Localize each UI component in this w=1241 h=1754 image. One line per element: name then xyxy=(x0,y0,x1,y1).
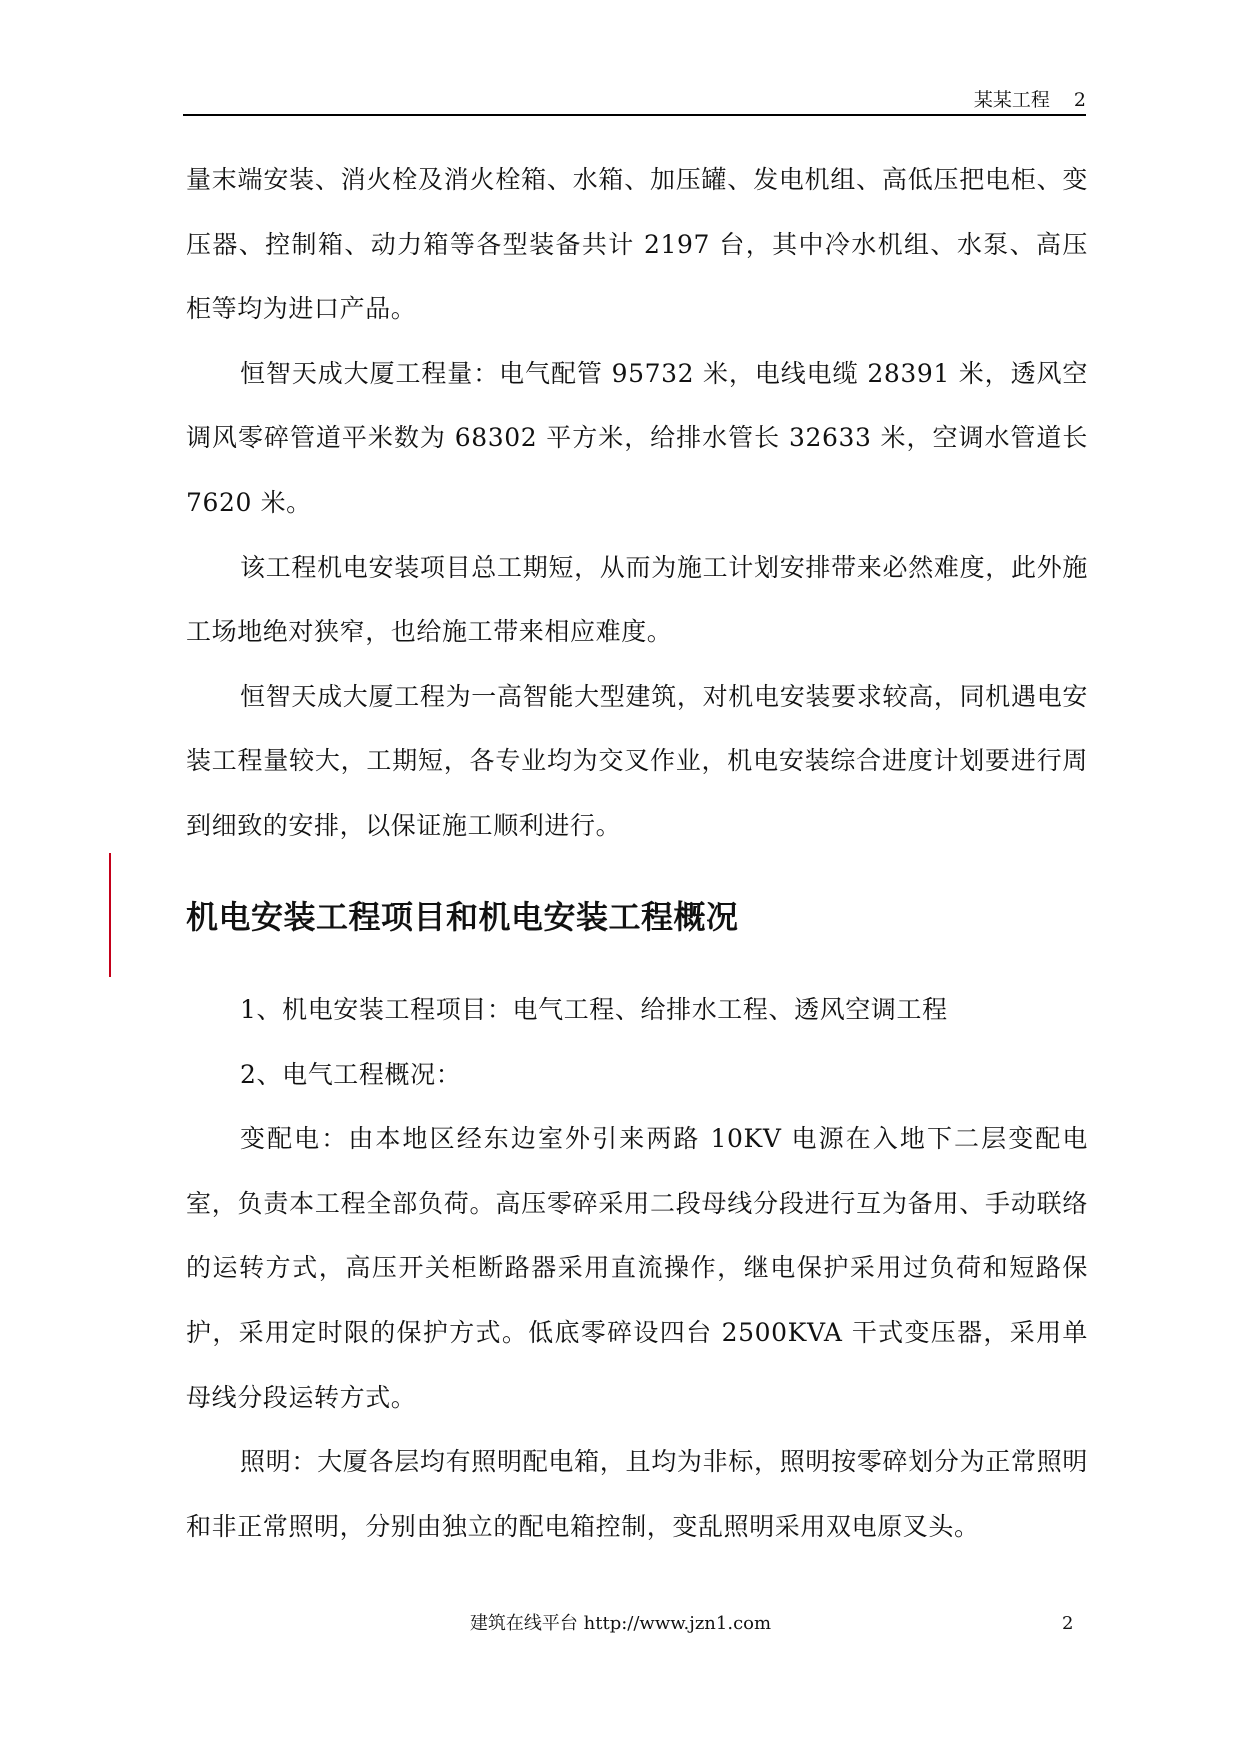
paragraph-quantities: 恒智天成大厦工程量：电气配管 95732 米，电线电缆 28391 米，透风空调风零碎管道平米数为 68302 平方米，给排水管长 32633 米，空调水管道长 7620 米。 xyxy=(186,358,1088,517)
footer-page-number: 2 xyxy=(1062,1613,1074,1634)
header-rule xyxy=(183,114,1086,116)
paragraph-requirements: 恒智天成大厦工程为一高智能大型建筑，对机电安装要求较高，同机遇电安装工程量较大，工期短，各专业均为交叉作业，机电安装综合进度计划要进行周到细致的安排，以保证施工顺利进行。 xyxy=(186,681,1088,840)
paragraph-electrical-overview: 2、电气工程概况： xyxy=(240,1059,462,1089)
section-heading: 机电安装工程项目和机电安装工程概况 xyxy=(186,898,739,936)
header-page-number: 2 xyxy=(1073,89,1086,111)
section-1-text xyxy=(186,148,1088,859)
paragraph-equipment: 量末端安装、消火栓及消火栓箱、水箱、加压罐、发电机组、高低压把电柜、变压器、控制箱、动力箱等各型装备共计 2197 台，其中冷水机组、水泵、高压柜等均为进口产品。 xyxy=(186,165,1088,324)
paragraph-lighting: 照明：大厦各层均有照明配电箱，且均为非标，照明按零碎划分为正常照明和非正常照明，分别由独立的配电箱控制，变乱照明采用双电原叉头。 xyxy=(186,1447,1088,1541)
margin-marker xyxy=(109,853,111,977)
section-2-text xyxy=(186,978,1088,1559)
page-header xyxy=(183,88,1086,116)
paragraph-schedule: 该工程机电安装项目总工期短，从而为施工计划安排带来必然难度，此外施工场地绝对狭窄，也给施工带来相应难度。 xyxy=(186,552,1088,647)
footer-site: 建筑在线平台 http://www.jzn1.com xyxy=(469,1613,772,1634)
header-title: 某某工程 xyxy=(973,89,1050,111)
paragraph-power-distribution: 变配电：由本地区经东边室外引来两路 10KV 电源在入地下二层变配电室，负责本工程全部负荷。高压零碎采用二段母线分段进行互为备用、手动联络的运转方式，高压开关柜断路器采用直流操作，继电保护采用过负荷和短路保护，采用定时限的保护方式。低底零碎设四台 2500KVA 干式变压器，采用单母线分段运转方式。 xyxy=(186,1124,1088,1412)
paragraph-project-items: 1、机电安装工程项目：电气工程、给排水工程、透风空调工程 xyxy=(240,995,948,1024)
